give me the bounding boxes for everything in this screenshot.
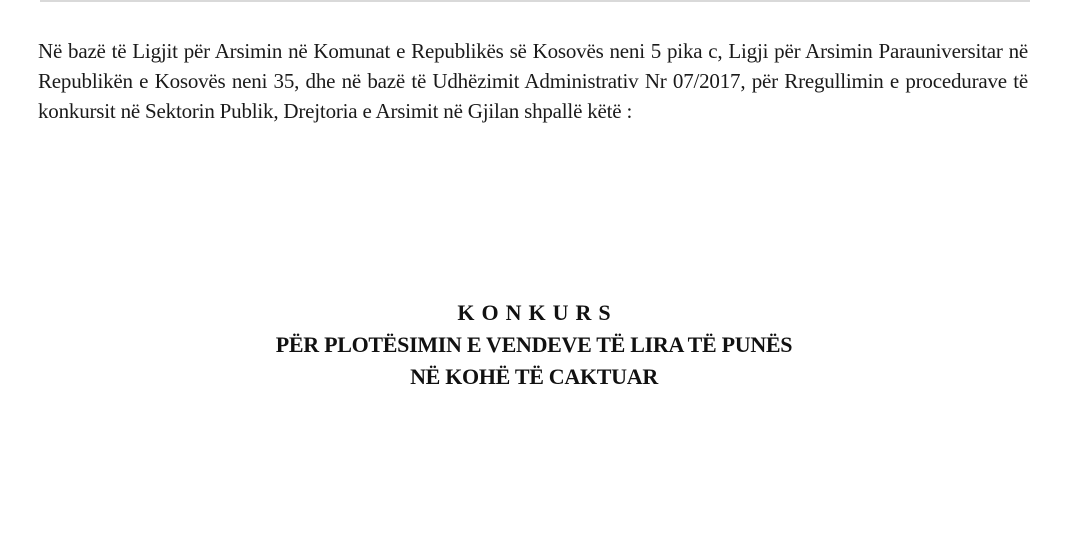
announcement-subtitle-line-1: PËR PLOTËSIMIN E VENDEVE TË LIRA TË PUNËS [275, 332, 793, 357]
announcement-title: KONKURS [457, 300, 618, 325]
announcement-heading [0, 297, 1068, 393]
intro-paragraph: Në bazë të Ligjit për Arsimin në Komunat e Republikës së Kosovës neni 5 pika c, Ligji për Arsimin Parauniversitar në Republikën e Kosovës neni 35, dhe në bazë të Udhëzimit Administrativ Nr 07/2017, për Rregullimin e procedurave të konkursit në Sektorin Publik, Drejtoria e Arsimit në Gjilan shpallë këtë : [38, 39, 1028, 123]
announcement-subtitle-line-2: NË KOHË TË CAKTUAR [410, 364, 658, 389]
page-top-divider [40, 0, 1030, 2]
